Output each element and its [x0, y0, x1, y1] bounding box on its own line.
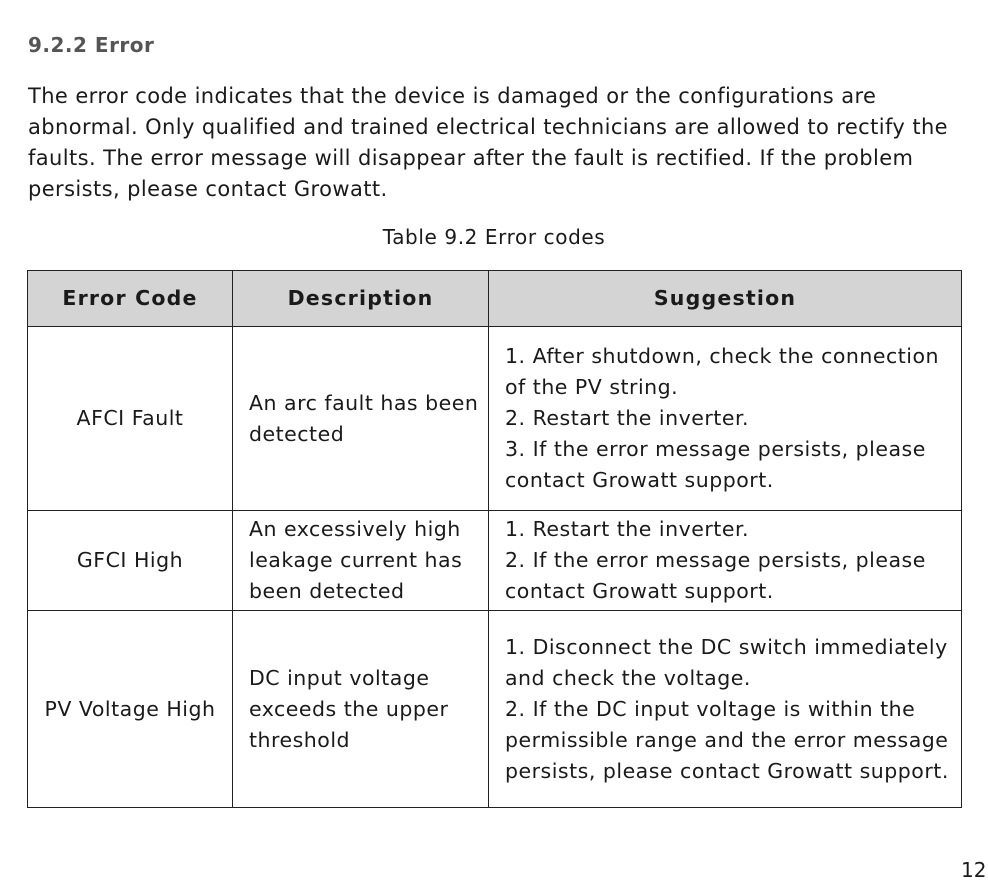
suggestion-cell [489, 511, 962, 611]
suggestion-cell [489, 611, 962, 808]
description-cell: An excessively high leakage current has been detected [233, 511, 489, 611]
section-heading: 9.2.2 Error [28, 33, 155, 57]
error-code-cell: GFCI High [28, 511, 233, 611]
page-number: 12 [961, 858, 987, 882]
suggestion-step: 1. Disconnect the DC switch immediately and check the voltage. [505, 634, 948, 690]
suggestion-step: 2. If the DC input voltage is within the permissible range and the error message persists, please contact Growatt support. [505, 696, 949, 783]
suggestion-step: 1. Restart the inverter. [505, 517, 750, 541]
suggestion-step: 2. Restart the inverter. [505, 406, 750, 430]
description-cell: An arc fault has been detected [233, 327, 489, 511]
table-row [28, 511, 962, 611]
header-description: Description [233, 271, 489, 327]
suggestion-step: 2. If the error message persists, please contact Growatt support. [505, 548, 926, 603]
description-cell: DC input voltage exceeds the upper threshold [233, 611, 489, 808]
error-codes-table [27, 270, 962, 808]
table-caption: Table 9.2 Error codes [382, 225, 606, 249]
suggestion-step: 1. After shutdown, check the connection of the PV string. [505, 344, 940, 399]
table-header-row [28, 271, 962, 327]
suggestion-cell [489, 327, 962, 511]
intro-paragraph: The error code indicates that the device is damaged or the configurations are abnormal. Only qualified and trained electrical technicians are allowed to rectify the faults. The error message will disappear after the fault is rectified. If the problem persists, please contact Growatt. [28, 84, 948, 201]
error-code-cell: PV Voltage High [28, 611, 233, 808]
header-suggestion: Suggestion [489, 271, 962, 327]
error-code-cell: AFCI Fault [28, 327, 233, 511]
table-row [28, 327, 962, 511]
table-row [28, 611, 962, 808]
header-error-code: Error Code [28, 271, 233, 327]
suggestion-step: 3. If the error message persists, please contact Growatt support. [505, 437, 926, 492]
